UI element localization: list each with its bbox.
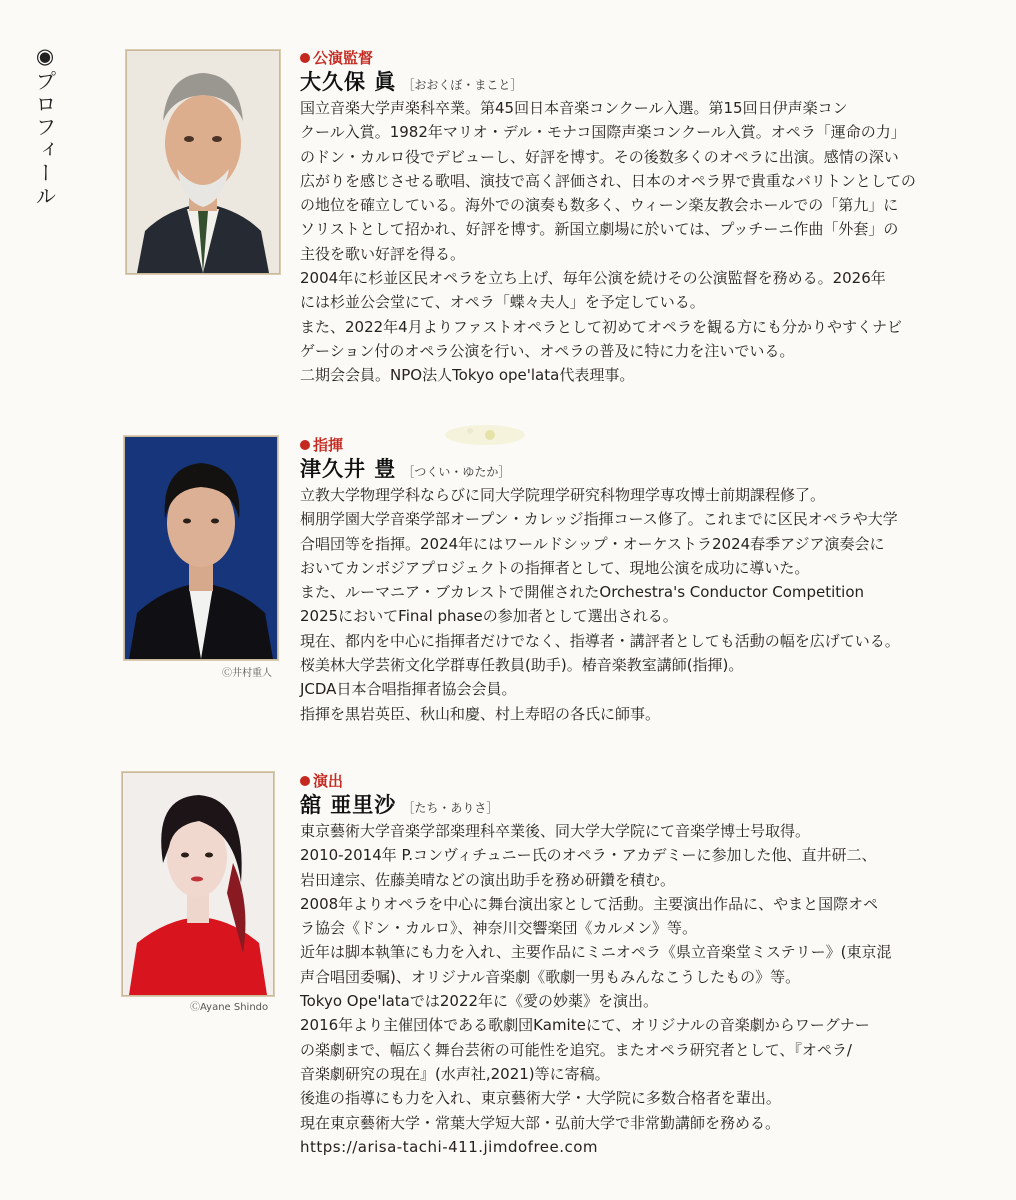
bio-line: ゲーション付のオペラ公演を行い、オペラの普及に特に力を注いでいる。 <box>300 341 795 360</box>
bio-line: 2004年に杉並区民オペラを立ち上げ、毎年公演を続けその公演監督を務める。2026年 <box>300 269 886 288</box>
bio-line: 後進の指導にも力を入れ、東京藝術大学・大学院に多数合格者を輩出。 <box>300 1089 781 1108</box>
bio-line: 2016年より主催団体である歌劇団Kamiteにて、オリジナルの音楽劇からワーグナー <box>300 1016 870 1035</box>
bio-line: のドン・カルロ役でデビューし、好評を博す。その後数多くのオペラに出演。感情の深い <box>300 147 899 166</box>
bio-line: ラ協会《ドン・カルロ》、神奈川交響楽団《カルメン》等。 <box>300 919 698 938</box>
profile-okubo <box>300 48 980 388</box>
bio-line: 広がりを感じさせる歌唱、演技で高く評価され、日本のオペラ界で貴重なバリトンとしての <box>300 171 916 190</box>
photo-credit: ⒸAyane Shindo <box>190 1002 269 1013</box>
bio-line: 東京藝術大学音楽学部楽理科卒業後、同大学大学院にて音楽学博士号取得。 <box>300 822 811 840</box>
bio-line: 現在東京藝術大学・常葉大学短大部・弘前大学で非常勤講師を務める。 <box>300 1113 781 1132</box>
portrait-photo-tsukui <box>124 436 278 660</box>
bio-line: 2025においてFinal phaseの参加者として選出される。 <box>300 607 678 626</box>
bio-text <box>300 483 980 726</box>
bio-line: 岩田達宗、佐藤美晴などの演出助手を務め研鑽を積む。 <box>300 870 676 889</box>
bio-text <box>300 819 990 1159</box>
role-label: 演出 <box>300 771 990 791</box>
bio-line: 桜美林大学芸術文化学群専任教員(助手)。椿音楽教室講師(指揮)。 <box>300 656 744 675</box>
bio-line: また、2022年4月よりファストオペラとして初めてオペラを観る方にも分かりやすくナビ <box>300 317 902 336</box>
name-reading: ［おおくぼ・まこと］ <box>402 78 523 92</box>
bullet-icon <box>300 440 310 450</box>
bio-line: 2008年よりオペラを中心に舞台演出家として活動。主要演出作品に、やまと国際オペ <box>300 894 879 913</box>
bio-line: 声合唱団委嘱)、オリジナル音楽劇《歌劇一男もみんなこうしたもの》等。 <box>300 967 801 986</box>
bio-line: おいてカンボジアプロジェクトの指揮者として、現地公演を成功に導いた。 <box>300 558 810 577</box>
photo-credit: Ⓒ井村重人 <box>222 668 272 679</box>
bio-line: JCDA日本合唱指揮者協会会員。 <box>300 680 517 699</box>
bio-line: ソリストとして招かれ、好評を博す。新国立劇場に於いては、プッチーニ作曲「外套」の <box>300 220 899 239</box>
portrait-okubo-image <box>127 51 279 273</box>
role-label: 公演監督 <box>300 48 980 68</box>
bio-line: 国立音楽大学声楽科卒業。第45回日本音楽コンクール入選。第15回日伊声楽コン <box>300 99 848 117</box>
bio-line: 近年は脚本執筆にも力を入れ、主要作品にミニオペラ《県立音楽堂ミステリー》(東京混 <box>300 943 892 962</box>
bio-line: の楽劇まで、幅広く舞台芸術の可能性を追究。またオペラ研究者として、『オペラ/ <box>300 1040 852 1059</box>
bullet-icon <box>300 53 310 63</box>
bio-line: の地位を確立している。海外での演奏も数多く、ウィーン楽友教会ホールでの「第九」に <box>300 196 899 215</box>
bio-line: 二期会会員。NPO法人Tokyo ope'lata代表理事。 <box>300 366 635 385</box>
name-reading: ［たち・ありさ］ <box>402 801 499 815</box>
bullet-icon <box>300 776 310 786</box>
name-reading: ［つくい・ゆたか］ <box>402 465 511 479</box>
bio-line: 桐朋学園大学音楽学部オープン・カレッジ指揮コース修了。これまでに区民オペラや大学 <box>300 510 898 529</box>
portrait-photo-tachi <box>122 772 274 996</box>
website-url: https://arisa-tachi-411.jimdofree.com <box>300 1137 599 1156</box>
role-label: 指揮 <box>300 435 980 455</box>
bio-line: 現在、都内を中心に指揮者だけでなく、指導者・講評者としても活動の幅を広げている。 <box>300 631 900 650</box>
bio-line: Tokyo Ope'lataでは2022年に《愛の妙薬》を演出。 <box>300 992 659 1011</box>
bio-line: 主役を歌い好評を得る。 <box>300 244 466 263</box>
profile-tsukui <box>300 435 980 726</box>
portrait-tsukui-image <box>125 437 277 659</box>
section-title: ◉プロフィール <box>33 44 57 208</box>
bio-line: 2010-2014年 P.コンヴィチュニー氏のオペラ・アカデミーに参加した他、直井研二、 <box>300 846 877 865</box>
bio-line: 音楽劇研究の現在』(水声社,2021)等に寄稿。 <box>300 1064 610 1083</box>
bio-text <box>300 96 980 388</box>
bio-line: 指揮を黒岩英臣、秋山和慶、村上寿昭の各氏に師事。 <box>300 704 661 723</box>
bio-line: 合唱団等を指揮。2024年にはワールドシップ・オーケストラ2024春季アジア演奏会に <box>300 534 885 553</box>
bio-line: また、ルーマニア・ブカレストで開催されたOrchestra's Conductor Competition <box>300 583 865 602</box>
portrait-photo-okubo <box>126 50 280 274</box>
profile-tachi <box>300 771 990 1159</box>
person-name: 津久井 豊 <box>300 457 397 481</box>
bio-line: 立教大学物理学科ならびに同大学院理学研究科物理学専攻博士前期課程修了。 <box>300 486 826 504</box>
person-name: 舘 亜里沙 <box>300 793 397 817</box>
portrait-tachi-image <box>123 773 273 995</box>
bio-line: には杉並公会堂にて、オペラ「蝶々夫人」を予定している。 <box>300 293 705 312</box>
bio-line: クール入賞。1982年マリオ・デル・モナコ国際声楽コンクール入賞。オペラ「運命の力」 <box>300 123 906 142</box>
person-name: 大久保 眞 <box>300 70 397 94</box>
